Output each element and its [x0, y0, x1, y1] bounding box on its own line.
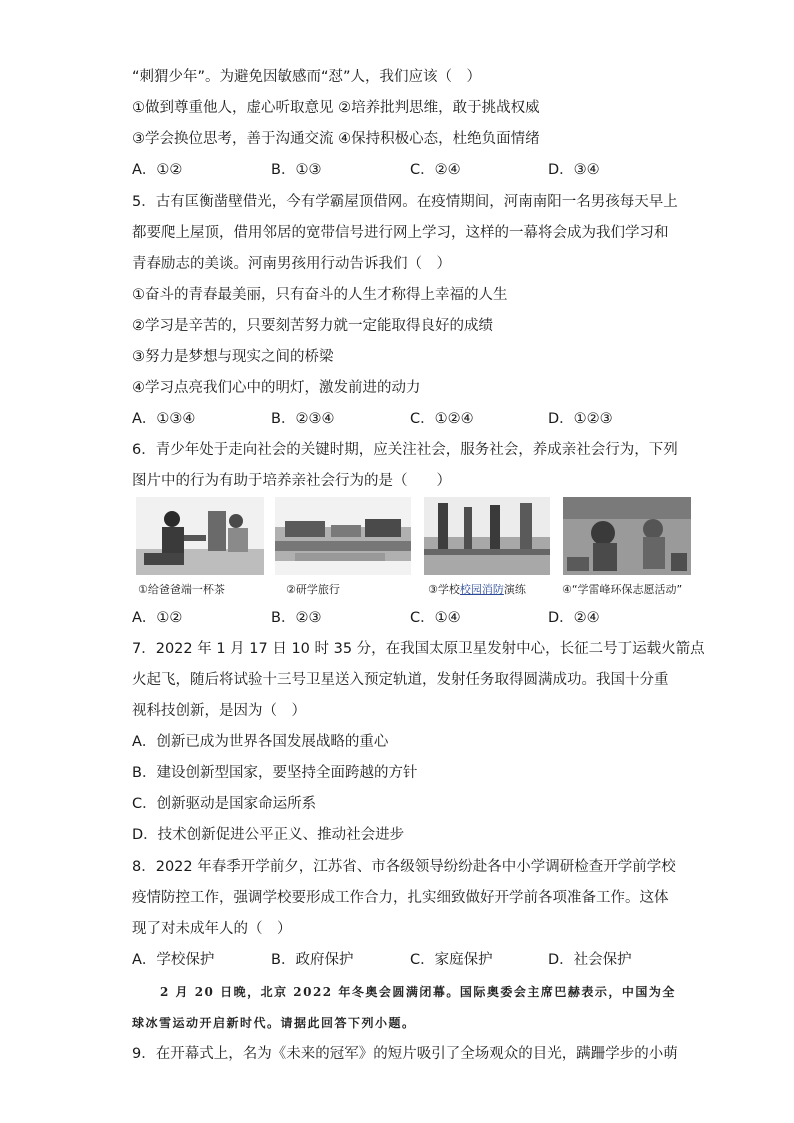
- caption-study-trip: ②研学旅行: [286, 583, 340, 596]
- q5-item-4: ④学习点亮我们心中的明灯，激发前进的动力: [132, 380, 421, 396]
- material-line-2: 球冰雪运动开启新时代。请据此回答下列小题。: [132, 1016, 416, 1030]
- caption-fire-drill-pre: ③学校: [428, 583, 460, 596]
- q6-stem-line-1: 6．青少年处于走向社会的关键时期，应关注社会，服务社会，养成亲社会行为，下列: [132, 442, 678, 458]
- q7-choice-a[interactable]: A．创新已成为世界各国发展战略的重心: [132, 734, 389, 750]
- q5-stem-line-1: 5．古有匡衡凿壁借光，今有学霸屋顶借网。在疫情期间，河南南阳一名男孩每天早上: [132, 194, 678, 210]
- q5-options: [132, 409, 672, 429]
- photo-fire-drill: [424, 497, 550, 575]
- q8-stem-line-3: 现了对未成年人的（ ）: [132, 921, 292, 937]
- q8-option-d[interactable]: D．社会保护: [548, 952, 632, 968]
- photo-volunteer-activity: [563, 497, 691, 575]
- q4-option-b[interactable]: B．①③: [271, 162, 322, 178]
- q5-item-2: ②学习是辛苦的，只要刻苦努力就一定能取得良好的成绩: [132, 318, 493, 334]
- q4-option-d[interactable]: D．③④: [548, 162, 600, 178]
- q8-option-b[interactable]: B．政府保护: [271, 952, 354, 968]
- caption-fire-drill-post: 演练: [503, 583, 526, 596]
- caption-serving-tea: ①给爸爸端一杯茶: [138, 583, 225, 596]
- q6-stem-line-2: 图片中的行为有助于培养亲社会行为的是（ ）: [132, 473, 451, 489]
- q8-stem-line-1: 8．2022 年春季开学前夕，江苏省、市各级领导纷纷赴各中小学调研检查开学前学校: [132, 859, 676, 875]
- q7-choice-c[interactable]: C．创新驱动是国家命运所系: [132, 796, 317, 812]
- q7-choice-d[interactable]: D．技术创新促进公平正义、推动社会进步: [132, 827, 405, 843]
- q5-item-3: ③努力是梦想与现实之间的桥梁: [132, 349, 334, 365]
- q8-stem-line-2: 疫情防控工作，强调学校要形成工作合力，扎实细致做好开学前各项准备工作。这体: [132, 890, 669, 906]
- q4-options: [132, 160, 672, 180]
- q7-stem-line-1: 7．2022 年 1 月 17 日 10 时 35 分，在我国太原卫星发射中心，长征二号丁运载火箭点: [132, 641, 705, 657]
- q8-option-a[interactable]: A．学校保护: [132, 952, 215, 968]
- q6-options: [132, 608, 672, 628]
- q8-option-c[interactable]: C．家庭保护: [410, 952, 493, 968]
- q5-item-1: ①奋斗的青春最美丽，只有奋斗的人生才称得上幸福的人生: [132, 287, 508, 303]
- caption-volunteer-activity: ④“学雷峰环保志愿活动”: [562, 583, 683, 596]
- q4-stem-tail: “刺猬少年”。为避免因敏感而“怼”人，我们应该（ ）: [132, 69, 482, 85]
- q5-stem-line-2: 都要爬上屋顶，借用邻居的宽带信号进行网上学习，这样的一幕将会成为我们学习和: [132, 225, 669, 241]
- q4-item-1-2: ①做到尊重他人，虚心听取意见 ②培养批判思维，敢于挑战权威: [132, 100, 540, 116]
- q8-options: [132, 950, 672, 970]
- photo-serving-tea: [136, 497, 264, 575]
- q7-choice-b[interactable]: B．建设创新型国家，要坚持全面跨越的方针: [132, 765, 418, 781]
- q5-option-c[interactable]: C．①②④: [410, 411, 474, 427]
- q4-option-a[interactable]: A．①②: [132, 162, 183, 178]
- q6-option-a[interactable]: A．①②: [132, 610, 183, 626]
- q7-stem-line-3: 视科技创新，是因为（ ）: [132, 703, 306, 719]
- q6-option-c[interactable]: C．①④: [410, 610, 461, 626]
- q7-stem-line-2: 火起飞，随后将试验十三号卫星送入预定轨道，发射任务取得圆满成功。我国十分重: [132, 672, 669, 688]
- caption-fire-drill: [428, 582, 526, 598]
- q5-option-b[interactable]: B．②③④: [271, 411, 335, 427]
- photo-study-trip: [275, 497, 411, 575]
- q5-stem-line-3: 青春励志的美谈。河南男孩用行动告诉我们（ ）: [132, 256, 451, 272]
- q6-option-b[interactable]: B．②③: [271, 610, 322, 626]
- q9-stem-start: 9．在开幕式上，名为《未来的冠军》的短片吸引了全场观众的目光，蹒跚学步的小萌: [132, 1046, 678, 1062]
- q5-option-d[interactable]: D．①②③: [548, 411, 613, 427]
- q5-option-a[interactable]: A．①③④: [132, 411, 196, 427]
- material-line-1: 2 月 20 日晚，北京 2022 年冬奥会圆满闭幕。国际奥委会主席巴赫表示，中国为全: [160, 985, 676, 999]
- q6-option-d[interactable]: D．②④: [548, 610, 600, 626]
- q4-option-c[interactable]: C．②④: [410, 162, 461, 178]
- q4-item-3-4: ③学会换位思考，善于沟通交流 ④保持积极心态，杜绝负面情绪: [132, 131, 540, 147]
- campus-fire-link[interactable]: 校园消防: [459, 583, 504, 596]
